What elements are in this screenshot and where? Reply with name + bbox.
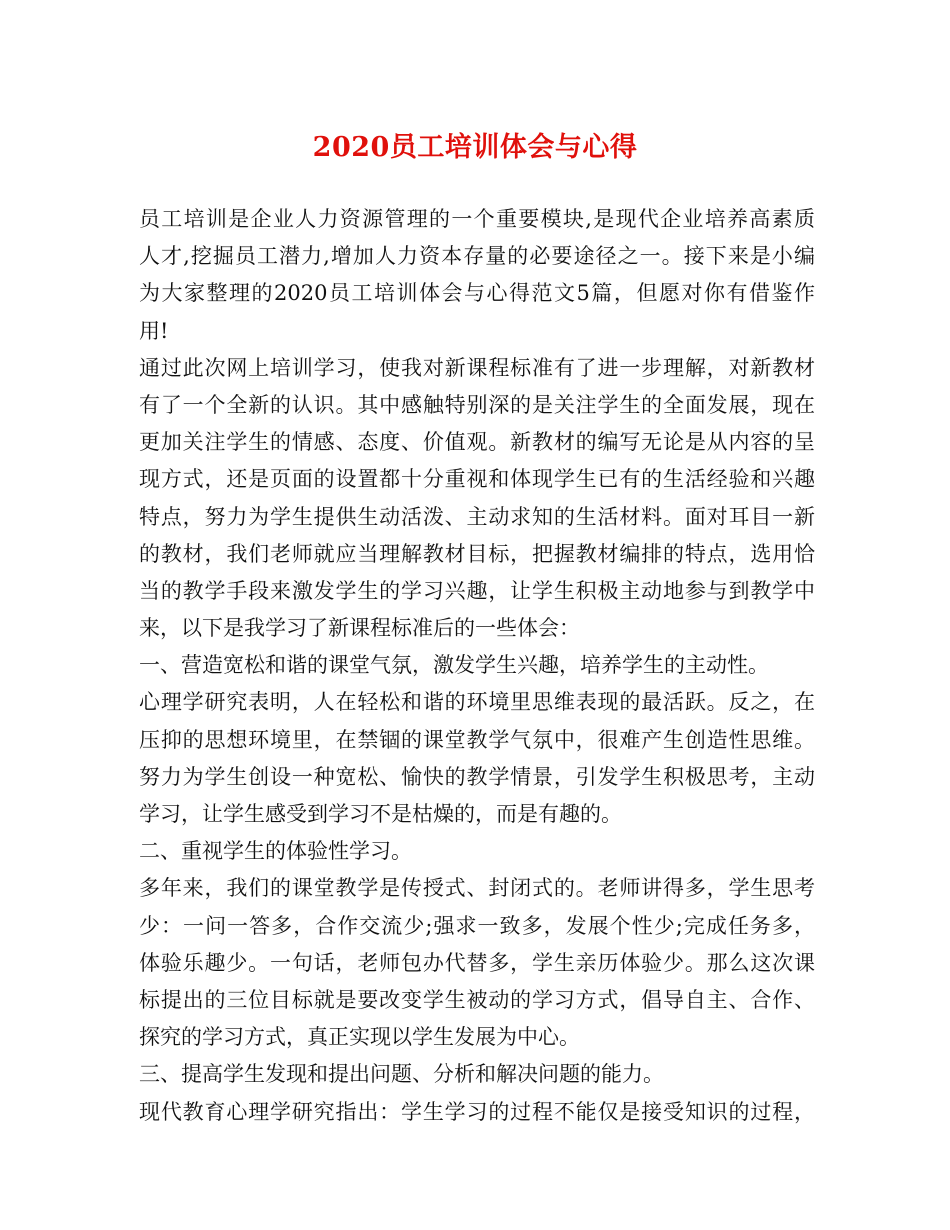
paragraph-line: 现代教育心理学研究指出：学生学习的过程不能仅是接受知识的过程， [139, 1099, 815, 1124]
paragraph-line: 的教材，我们老师就应当理解教材目标，把握教材编排的特点，选用恰 [139, 541, 815, 566]
paragraph-line: 用! [139, 318, 169, 343]
paragraph-line: 当的教学手段来激发学生的学习兴趣，让学生积极主动地参与到教学中 [139, 578, 815, 603]
paragraph-line: 努力为学生创设一种宽松、愉快的教学情景，引发学生积极思考，主动 [139, 764, 815, 789]
paragraph-line: 有了一个全新的认识。其中感触特别深的是关注学生的全面发展，现在 [139, 392, 815, 417]
paragraph-line: 人才,挖掘员工潜力,增加人力资本存量的必要途径之一。接下来是小编 [139, 244, 815, 269]
paragraph-line: 二、重视学生的体验性学习。 [139, 839, 412, 864]
paragraph-line: 心理学研究表明，人在轻松和谐的环境里思维表现的最活跃。反之，在 [139, 690, 815, 715]
paragraph-line: 标提出的三位目标就是要改变学生被动的学习方式，倡导自主、合作、 [139, 987, 815, 1012]
paragraph-line: 多年来，我们的课堂教学是传授式、封闭式的。老师讲得多，学生思考 [139, 876, 815, 901]
document-title: 2020员工培训体会与心得 [312, 132, 638, 163]
paragraph-line: 少：一问一答多，合作交流少;强求一致多，发展个性少;完成任务多， [139, 913, 815, 938]
paragraph-line: 更加关注学生的情感、态度、价值观。新教材的编写无论是从内容的呈 [139, 430, 815, 455]
paragraph-line: 压抑的思想环境里，在禁锢的课堂教学气氛中，很难产生创造性思维。 [139, 727, 815, 752]
paragraph-line: 学习，让学生感受到学习不是枯燥的，而是有趣的。 [139, 802, 622, 826]
document-body [139, 201, 815, 1131]
paragraph-line: 来，以下是我学习了新课程标准后的一些体会： [139, 616, 580, 641]
paragraph-line: 一、营造宽松和谐的课堂气氛，激发学生兴趣，培养学生的主动性。 [139, 653, 769, 678]
paragraph-line: 特点，努力为学生提供生动活泼、主动求知的生活材料。面对耳目一新 [139, 504, 815, 529]
paragraph-line: 员工培训是企业人力资源管理的一个重要模块,是现代企业培养高素质 [139, 207, 815, 231]
paragraph-line: 通过此次网上培训学习，使我对新课程标准有了进一步理解，对新教材 [139, 355, 815, 380]
paragraph-line: 三、提高学生发现和提出问题、分析和解决问题的能力。 [139, 1062, 664, 1087]
paragraph-line: 现方式，还是页面的设置都十分重视和体现学生已有的生活经验和兴趣 [139, 467, 815, 492]
paragraph-line: 体验乐趣少。一句话，老师包办代替多，学生亲历体验少。那么这次课 [139, 950, 815, 975]
paragraph-line: 为大家整理的2020员工培训体会与心得范文5篇，但愿对你有借鉴作 [139, 281, 815, 306]
paragraph-line: 探究的学习方式，真正实现以学生发展为中心。 [139, 1025, 580, 1050]
